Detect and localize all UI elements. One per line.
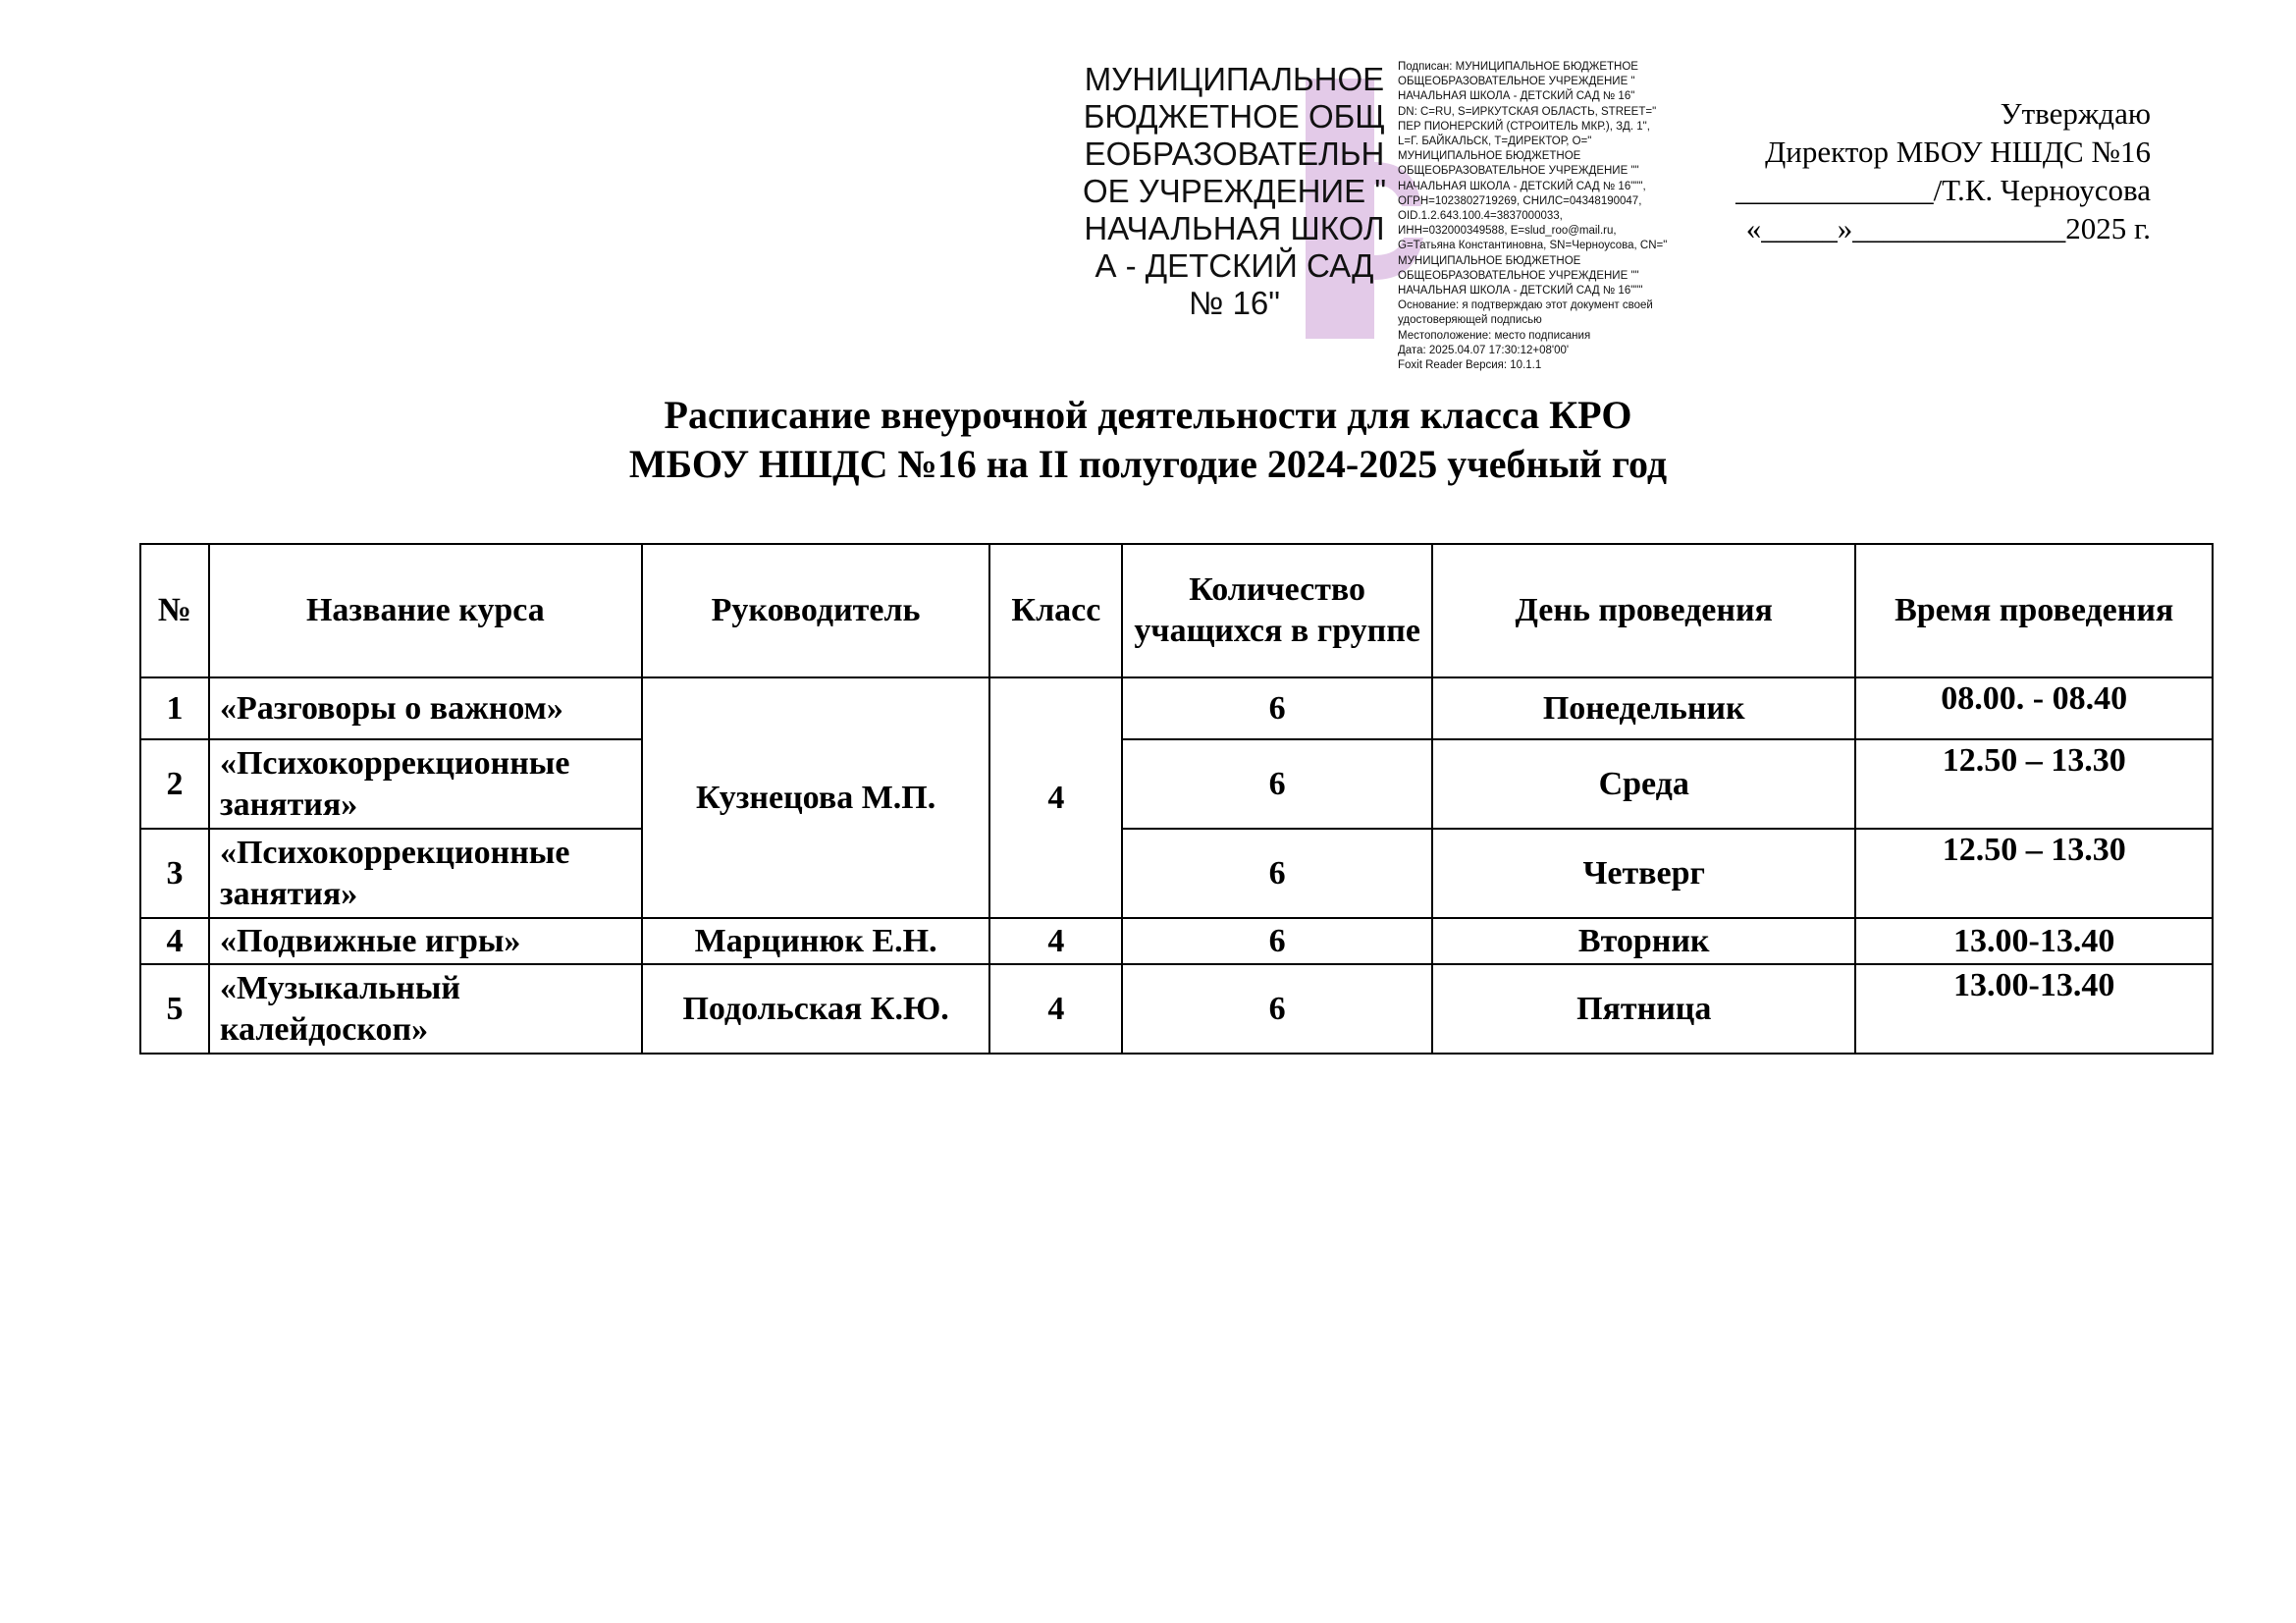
signature-details bbox=[1398, 60, 1722, 373]
cell-count: 6 bbox=[1122, 964, 1432, 1054]
signature-detail-line: ОГРН=1023802719269, СНИЛС=04348190047, bbox=[1398, 194, 1642, 207]
cell-num: 1 bbox=[140, 677, 209, 739]
cell-class: 4 bbox=[989, 918, 1122, 964]
cell-time: 13.00-13.40 bbox=[1855, 918, 2213, 964]
signature-detail-line: Основание: я подтверждаю этот документ своей bbox=[1398, 299, 1653, 312]
title-line-2: МБОУ НШДС №16 на II полугодие 2024-2025 учебный год bbox=[628, 442, 1668, 486]
cell-count: 6 bbox=[1122, 739, 1432, 829]
header-class: Класс bbox=[989, 544, 1122, 677]
table-header-row bbox=[140, 544, 2213, 677]
title-line-1: Расписание внеурочной деятельности для класса КРО bbox=[664, 393, 1632, 437]
cell-num: 3 bbox=[140, 829, 209, 918]
schedule-table bbox=[139, 543, 2214, 1055]
signature-detail-line: МУНИЦИПАЛЬНОЕ БЮДЖЕТНОЕ bbox=[1398, 150, 1581, 163]
table-row bbox=[140, 739, 2213, 829]
signature-detail-line: ОБЩЕОБРАЗОВАТЕЛЬНОЕ УЧРЕЖДЕНИЕ " bbox=[1398, 76, 1635, 88]
approval-position: Директор МБОУ НШДС №16 bbox=[1765, 135, 2151, 169]
cell-day: Понедельник bbox=[1432, 677, 1855, 739]
cell-num: 2 bbox=[140, 739, 209, 829]
cell-course: «Психокоррекционные занятия» bbox=[209, 829, 642, 918]
table-row bbox=[140, 964, 2213, 1054]
cell-course: «Подвижные игры» bbox=[209, 918, 642, 964]
approval-label: Утверждаю bbox=[2000, 96, 2151, 131]
header-course: Название курса bbox=[209, 544, 642, 677]
cell-time: 12.50 – 13.30 bbox=[1855, 739, 2213, 829]
cell-course: «Психокоррекционные занятия» bbox=[209, 739, 642, 829]
table-row bbox=[140, 918, 2213, 964]
table-row bbox=[140, 829, 2213, 918]
document-title bbox=[0, 391, 2296, 489]
signature-detail-line: НАЧАЛЬНАЯ ШКОЛА - ДЕТСКИЙ САД № 16""", bbox=[1398, 180, 1646, 192]
cell-day: Среда bbox=[1432, 739, 1855, 829]
signature-detail-line: Местоположение: место подписания bbox=[1398, 329, 1591, 342]
cell-time: 13.00-13.40 bbox=[1855, 964, 2213, 1054]
cell-day: Пятница bbox=[1432, 964, 1855, 1054]
signature-organization: МУНИЦИПАЛЬНОЕ БЮДЖЕТНОЕ ОБЩЕОБРАЗОВАТЕЛЬНОЕ УЧРЕЖДЕНИЕ " НАЧАЛЬНАЯ ШКОЛА - ДЕТСКИЙ САД № 16" bbox=[1082, 61, 1387, 321]
signature-detail-line: МУНИЦИПАЛЬНОЕ БЮДЖЕТНОЕ bbox=[1398, 254, 1581, 267]
approval-block bbox=[1680, 94, 2151, 247]
cell-time: 12.50 – 13.30 bbox=[1855, 829, 2213, 918]
signature-detail-line: G=Татьяна Константиновна, SN=Черноусова, CN=" bbox=[1398, 240, 1668, 252]
cell-num: 5 bbox=[140, 964, 209, 1054]
signature-detail-line: Подписан: МУНИЦИПАЛЬНОЕ БЮДЖЕТНОЕ bbox=[1398, 61, 1638, 73]
cell-count: 6 bbox=[1122, 829, 1432, 918]
signature-detail-line: ОБЩЕОБРАЗОВАТЕЛЬНОЕ УЧРЕЖДЕНИЕ "" bbox=[1398, 269, 1639, 282]
header-day: День проведения bbox=[1432, 544, 1855, 677]
cell-course: «Разговоры о важном» bbox=[209, 677, 642, 739]
signature-detail-line: DN: C=RU, S=ИРКУТСКАЯ ОБЛАСТЬ, STREET=" bbox=[1398, 105, 1657, 118]
cell-class: 4 bbox=[989, 677, 1122, 918]
cell-count: 6 bbox=[1122, 677, 1432, 739]
signature-detail-line: OID.1.2.643.100.4=3837000033, bbox=[1398, 210, 1563, 223]
cell-leader: Подольская К.Ю. bbox=[642, 964, 990, 1054]
header-count: Количество учащихся в группе bbox=[1122, 544, 1432, 677]
signature-detail-line: ПЕР ПИОНЕРСКИЙ (СТРОИТЕЛЬ МКР.), ЗД. 1", bbox=[1398, 120, 1650, 133]
header-leader: Руководитель bbox=[642, 544, 990, 677]
cell-leader: Кузнецова М.П. bbox=[642, 677, 990, 918]
signature-detail-line: НАЧАЛЬНАЯ ШКОЛА - ДЕТСКИЙ САД № 16""" bbox=[1398, 285, 1643, 298]
cell-day: Четверг bbox=[1432, 829, 1855, 918]
header-time: Время проведения bbox=[1855, 544, 2213, 677]
approval-date-line: «_____»______________2025 г. bbox=[1745, 211, 2151, 245]
signature-detail-line: ОБЩЕОБРАЗОВАТЕЛЬНОЕ УЧРЕЖДЕНИЕ "" bbox=[1398, 165, 1639, 178]
signature-detail-line: НАЧАЛЬНАЯ ШКОЛА - ДЕТСКИЙ САД № 16" bbox=[1398, 90, 1635, 103]
signature-detail-line: Foxit Reader Версия: 10.1.1 bbox=[1398, 359, 1542, 372]
table-row bbox=[140, 677, 2213, 739]
cell-class: 4 bbox=[989, 964, 1122, 1054]
signature-detail-line: L=Г. БАЙКАЛЬСК, T=ДИРЕКТОР, O=" bbox=[1398, 135, 1592, 148]
cell-time: 08.00. - 08.40 bbox=[1855, 677, 2213, 739]
cell-leader: Марцинюк Е.Н. bbox=[642, 918, 990, 964]
header-num: № bbox=[140, 544, 209, 677]
cell-day: Вторник bbox=[1432, 918, 1855, 964]
signature-detail-line: удостоверяющей подписью bbox=[1398, 314, 1542, 327]
cell-num: 4 bbox=[140, 918, 209, 964]
approval-signature-line: _____________/Т.К. Черноусова bbox=[1735, 173, 2151, 207]
cell-count: 6 bbox=[1122, 918, 1432, 964]
signature-detail-line: ИНН=032000349588, E=slud_roo@mail.ru, bbox=[1398, 225, 1617, 238]
cell-course: «Музыкальный калейдоскоп» bbox=[209, 964, 642, 1054]
signature-detail-line: Дата: 2025.04.07 17:30:12+08'00' bbox=[1398, 344, 1570, 356]
